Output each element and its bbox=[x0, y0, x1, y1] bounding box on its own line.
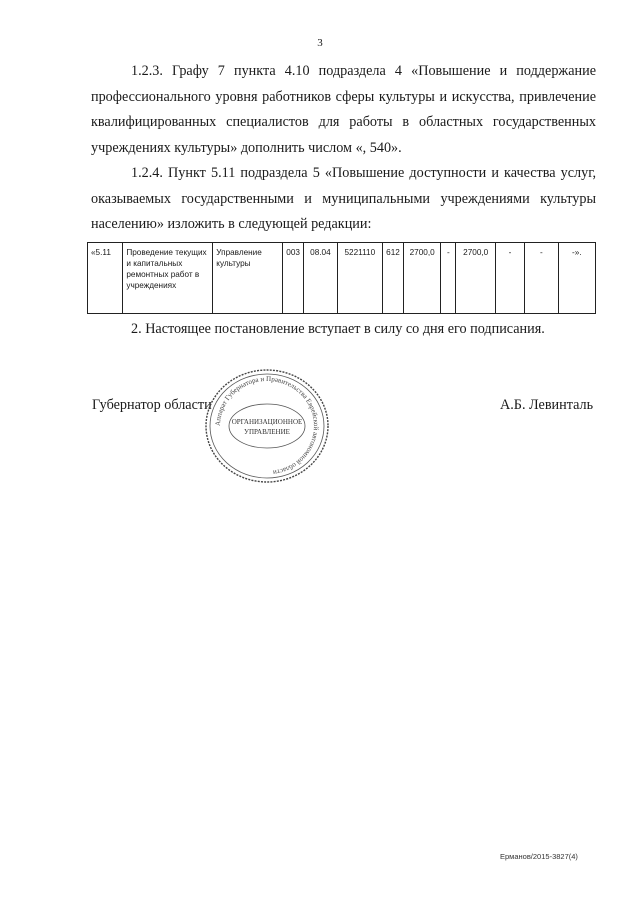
svg-text:УПРАВЛЕНИЕ: УПРАВЛЕНИЕ bbox=[244, 428, 290, 436]
cell-code-target: 5221110 bbox=[337, 243, 382, 314]
program-table bbox=[87, 242, 596, 314]
cell-total-sum: 2700,0 bbox=[403, 243, 440, 314]
table-row bbox=[88, 243, 596, 314]
cell-item-number: «5.11 bbox=[88, 243, 123, 314]
cell-dash-1: - bbox=[441, 243, 456, 314]
page-number: 3 bbox=[317, 37, 323, 49]
cell-code-type: 612 bbox=[383, 243, 404, 314]
paragraph-2: 2. Настоящее постановление вступает в силу со дня его подписания. bbox=[131, 321, 545, 337]
paragraph-1-2-4: 1.2.4. Пункт 5.11 подраздела 5 «Повышение доступности и качества услуг, оказываемых государственными и муниципальными учреждениями культуры населению» изложить в следующей редакции: bbox=[91, 165, 596, 232]
official-seal bbox=[203, 367, 331, 485]
cell-year-sum: 2700,0 bbox=[456, 243, 495, 314]
seal-graphic bbox=[203, 367, 331, 485]
cell-dash-3: - bbox=[525, 243, 558, 314]
cell-code-grbs: 003 bbox=[283, 243, 304, 314]
svg-text:ОРГАНИЗАЦИОННОЕ: ОРГАНИЗАЦИОННОЕ bbox=[231, 418, 303, 426]
paragraph-1-2-3: 1.2.3. Графу 7 пункта 4.10 подраздела 4 «Повышение и поддержание профессионального уровня работников сферы культуры и искусства, привлечение квалифицированных специалистов для работы в областных государственных учреждениях культуры» дополнить числом «, 540». bbox=[91, 63, 596, 156]
signatory-position: Губернатор области bbox=[92, 397, 212, 413]
cell-closing: -». bbox=[558, 243, 595, 314]
document-reference-code: Ерманов/2015-3827(4) bbox=[500, 852, 578, 861]
cell-activity-name: Проведение текущих и капитальных ремонтных работ в учреждениях bbox=[123, 243, 213, 314]
svg-text:Аппарат Губернатора и Правител: Аппарат Губернатора и Правительства Еврейской автономной области bbox=[213, 374, 321, 477]
cell-code-section: 08.04 bbox=[304, 243, 337, 314]
signatory-name: А.Б. Левинталь bbox=[500, 397, 594, 413]
cell-executor: Управление культуры bbox=[213, 243, 283, 314]
cell-dash-2: - bbox=[495, 243, 524, 314]
